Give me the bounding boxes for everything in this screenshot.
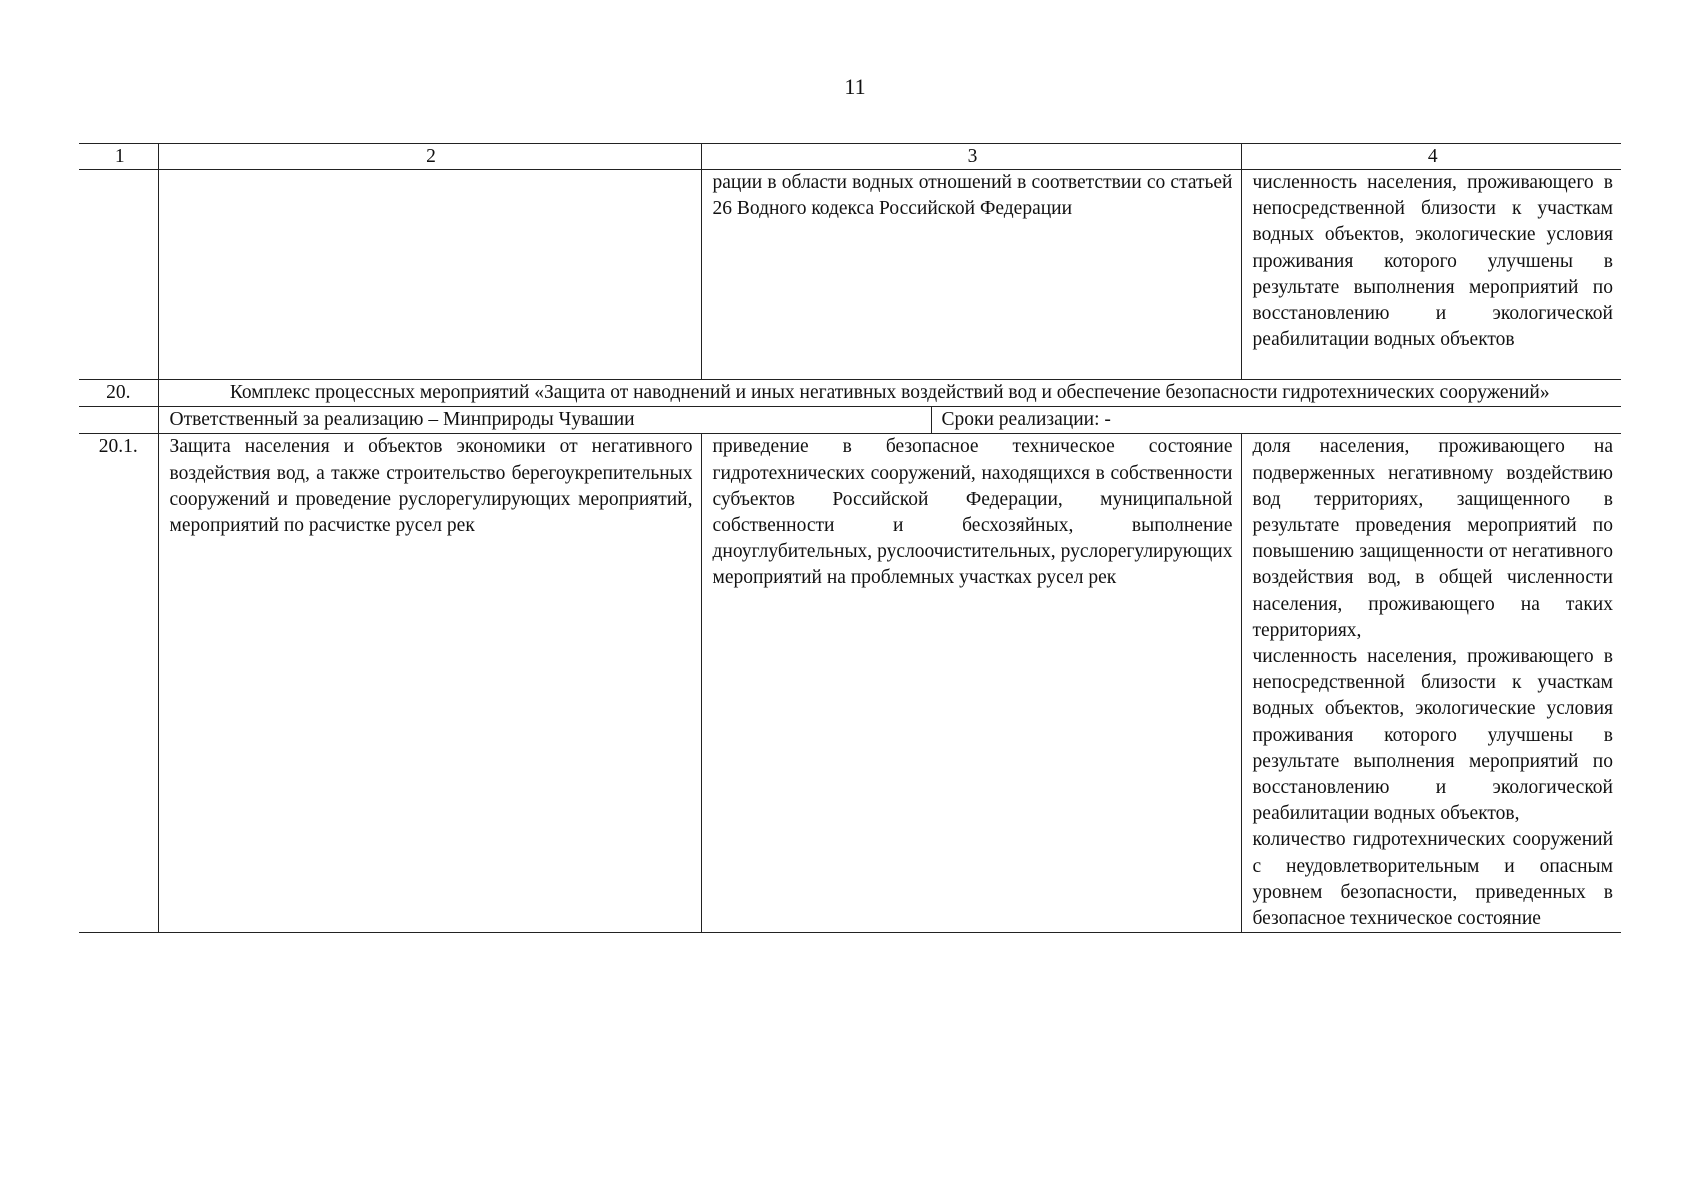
column-header-3: 3 — [701, 144, 1241, 170]
indicator-paragraph: численность населения, проживающего в непосредственной близости к участкам водных объектов, экологические условия проживания которого улучшены в результате выполнения мероприятий по восстановлению и экологической реабилитации водных объектов, — [1252, 646, 1613, 825]
item-number-cell: 20.1. — [79, 434, 158, 933]
column-header-1: 1 — [79, 144, 158, 170]
implementation-deadline: Сроки реализации: - — [941, 409, 1111, 431]
responsible-cell — [158, 407, 1621, 434]
table-row-item-20-1 — [79, 434, 1621, 933]
continuation-task-cell: рации в области водных отношений в соответствии со статьей 26 Водного кодекса Российской Федерации — [701, 170, 1241, 380]
page-number: 11 — [844, 74, 866, 99]
continuation-indicator-cell: численность населения, проживающего в непосредственной близости к участкам водных объектов, экологические условия проживания которого улучшены в результате выполнения мероприятий по восстановлению и экологической реабилитации водных объектов — [1241, 170, 1621, 380]
table-row-section — [79, 380, 1621, 407]
measures-table — [79, 143, 1621, 933]
column-header-2: 2 — [158, 144, 701, 170]
section-number-cell: 20. — [79, 380, 158, 407]
table-row-responsible — [79, 407, 1621, 434]
column-header-4: 4 — [1241, 144, 1621, 170]
item-event-cell: Защита населения и объектов экономики от негативного воздействия вод, а также строительство берегоукрепительных сооружений и проведение руслорегулирующих мероприятий, мероприятий по расчистке русел рек — [158, 434, 701, 933]
item-task-cell: приведение в безопасное техническое состояние гидротехнических сооружений, находящихся в собственности субъектов Российской Федерации, муниципальной собственности и бесхозяйных, выполнение дноуглубительных, руслоочистительных, руслорегулирующих мероприятий на проблемных участках русел рек — [701, 434, 1241, 933]
continuation-number-cell — [79, 170, 158, 380]
section-title-cell: Комплекс процессных мероприятий «Защита от наводнений и иных негативных воздействий вод и обеспечение безопасности гидротехнических сооружений» — [158, 380, 1621, 407]
item-indicator-cell — [1241, 434, 1621, 933]
table-header-row — [79, 144, 1621, 170]
table-row-continuation — [79, 170, 1621, 380]
responsible-executor: Ответственный за реализацию – Минприроды Чувашии — [159, 407, 932, 433]
continuation-event-cell — [158, 170, 701, 380]
indicator-paragraph: количество гидротехнических сооружений с неудовлетворительным и опасным уровнем безопасности, приведенных в безопасное техническое состояние — [1252, 829, 1613, 930]
responsible-empty-cell — [79, 407, 158, 434]
indicator-paragraph: доля населения, проживающего на подверженных негативному воздействию вод территориях, защищенного в результате проведения мероприятий по повышению защищенности от негативного воздействия вод, в общей численности населения, проживающего на таких территориях, — [1252, 436, 1613, 641]
